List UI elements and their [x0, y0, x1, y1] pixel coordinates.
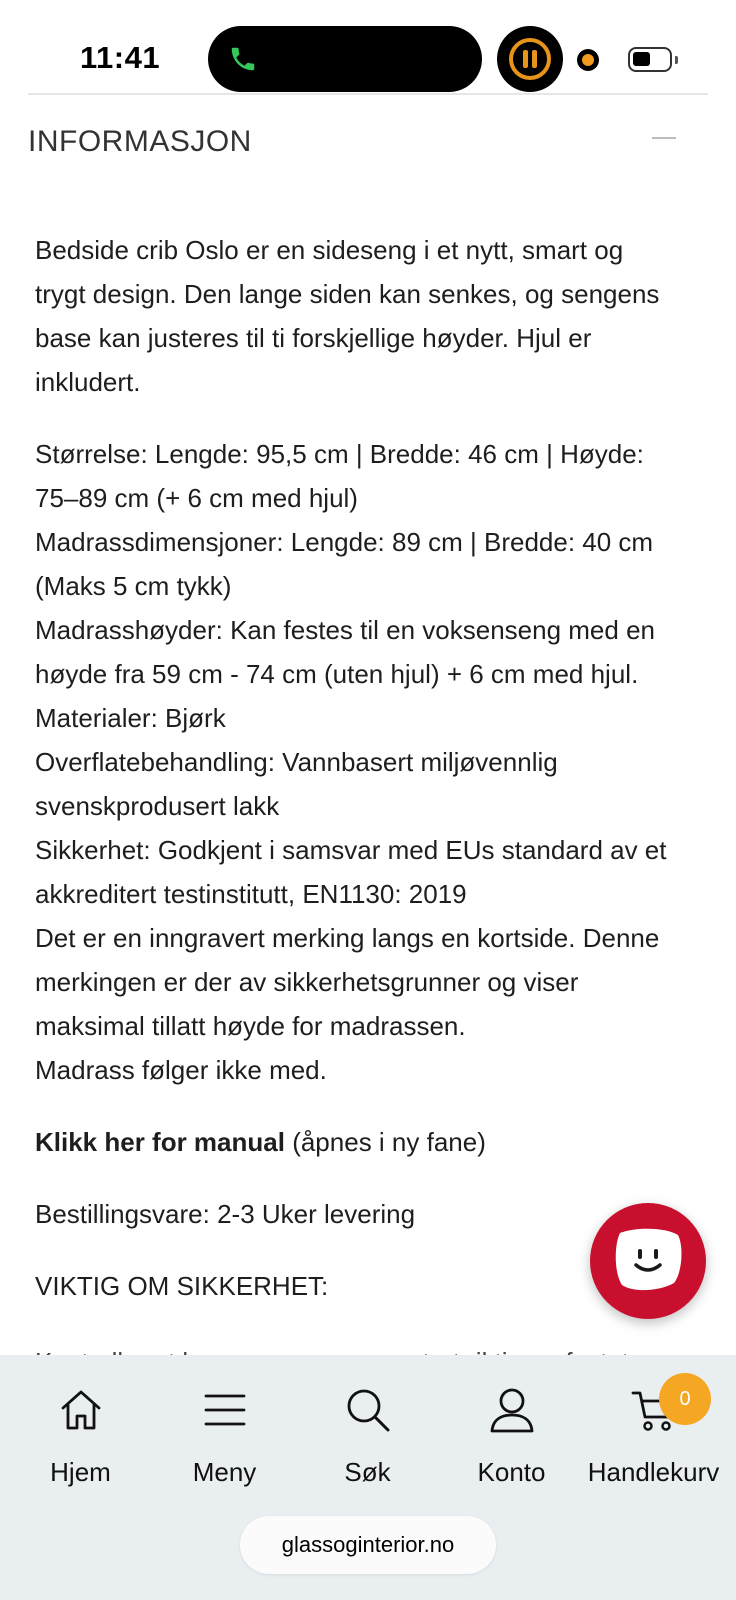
nav-label: Søk — [344, 1457, 391, 1487]
spec-line: svenskprodusert lakk — [35, 791, 280, 821]
spec-line: høyde fra 59 cm - 74 cm (uten hjul) + 6 cm med hjul. — [35, 659, 639, 689]
text-line: trygt design. Den lange siden kan senkes, og sengens — [35, 279, 660, 309]
battery-icon — [628, 47, 672, 72]
manual-note: (åpnes i ny fane) — [284, 1127, 486, 1157]
text-line: inkludert. — [35, 367, 141, 397]
nav-label: Handlekurv — [587, 1457, 720, 1487]
safety-heading: VIKTIG OM SIKKERHET: — [35, 1271, 329, 1301]
manual-paragraph — [35, 1120, 705, 1164]
chat-smiley-icon — [610, 1225, 686, 1297]
specs-paragraph — [35, 432, 705, 1092]
text-line: Bedside crib Oslo er en sideseng i et nytt, smart og — [35, 235, 624, 265]
product-description — [35, 228, 705, 1336]
dynamic-island[interactable] — [208, 26, 482, 92]
browser-url[interactable]: glassoginterior.no — [240, 1516, 496, 1574]
nav-label: Meny — [192, 1457, 257, 1487]
nav-label: Konto — [477, 1457, 546, 1487]
order-info: Bestillingsvare: 2-3 Uker levering — [35, 1199, 416, 1229]
spec-line: merkingen er der av sikkerhetsgrunner og viser — [35, 967, 579, 997]
menu-icon — [202, 1387, 248, 1433]
spec-line: Madrasshøyder: Kan festes til en voksenseng med en — [35, 615, 655, 645]
spec-line: akkreditert testinstitutt, EN1130: 2019 — [35, 879, 467, 909]
spec-line: Materialer: Bjørk — [35, 703, 226, 733]
search-icon — [345, 1387, 391, 1433]
nav-label: Hjem — [50, 1457, 111, 1487]
home-icon — [58, 1387, 104, 1433]
chat-button[interactable] — [590, 1203, 706, 1319]
intro-paragraph — [35, 228, 705, 404]
privacy-indicator-icon — [577, 49, 599, 71]
spec-line: Det er en inngravert merking langs en kortside. Denne — [35, 923, 660, 953]
spec-line: Overflatebehandling: Vannbasert miljøvennlig — [35, 747, 558, 777]
status-time: 11:41 — [80, 40, 161, 75]
spec-line: maksimal tillatt høyde for madrassen. — [35, 1011, 466, 1041]
media-pause-icon[interactable] — [497, 26, 563, 92]
spec-line: Madrass følger ikke med. — [35, 1055, 327, 1085]
spec-line: Størrelse: Lengde: 95,5 cm | Bredde: 46 cm | Høyde: — [35, 439, 644, 469]
phone-call-icon — [228, 44, 258, 74]
account-icon — [489, 1387, 535, 1433]
spec-line: (Maks 5 cm tykk) — [35, 571, 232, 601]
spec-line: 75–89 cm (+ 6 cm med hjul) — [35, 483, 358, 513]
cart-count-badge: 0 — [659, 1373, 711, 1425]
spec-line: Madrassdimensjoner: Lengde: 89 cm | Bredde: 40 cm — [35, 527, 654, 557]
cutoff-text — [35, 1340, 695, 1354]
manual-link[interactable]: Klikk her for manual — [35, 1127, 285, 1157]
section-title[interactable]: INFORMASJON — [28, 125, 252, 158]
text-line: base kan justeres til ti forskjellige høyder. Hjul er — [35, 323, 592, 353]
spec-line: Sikkerhet: Godkjent i samsvar med EUs standard av et — [35, 835, 667, 865]
divider — [28, 93, 708, 95]
collapse-minus-icon[interactable] — [652, 137, 676, 139]
